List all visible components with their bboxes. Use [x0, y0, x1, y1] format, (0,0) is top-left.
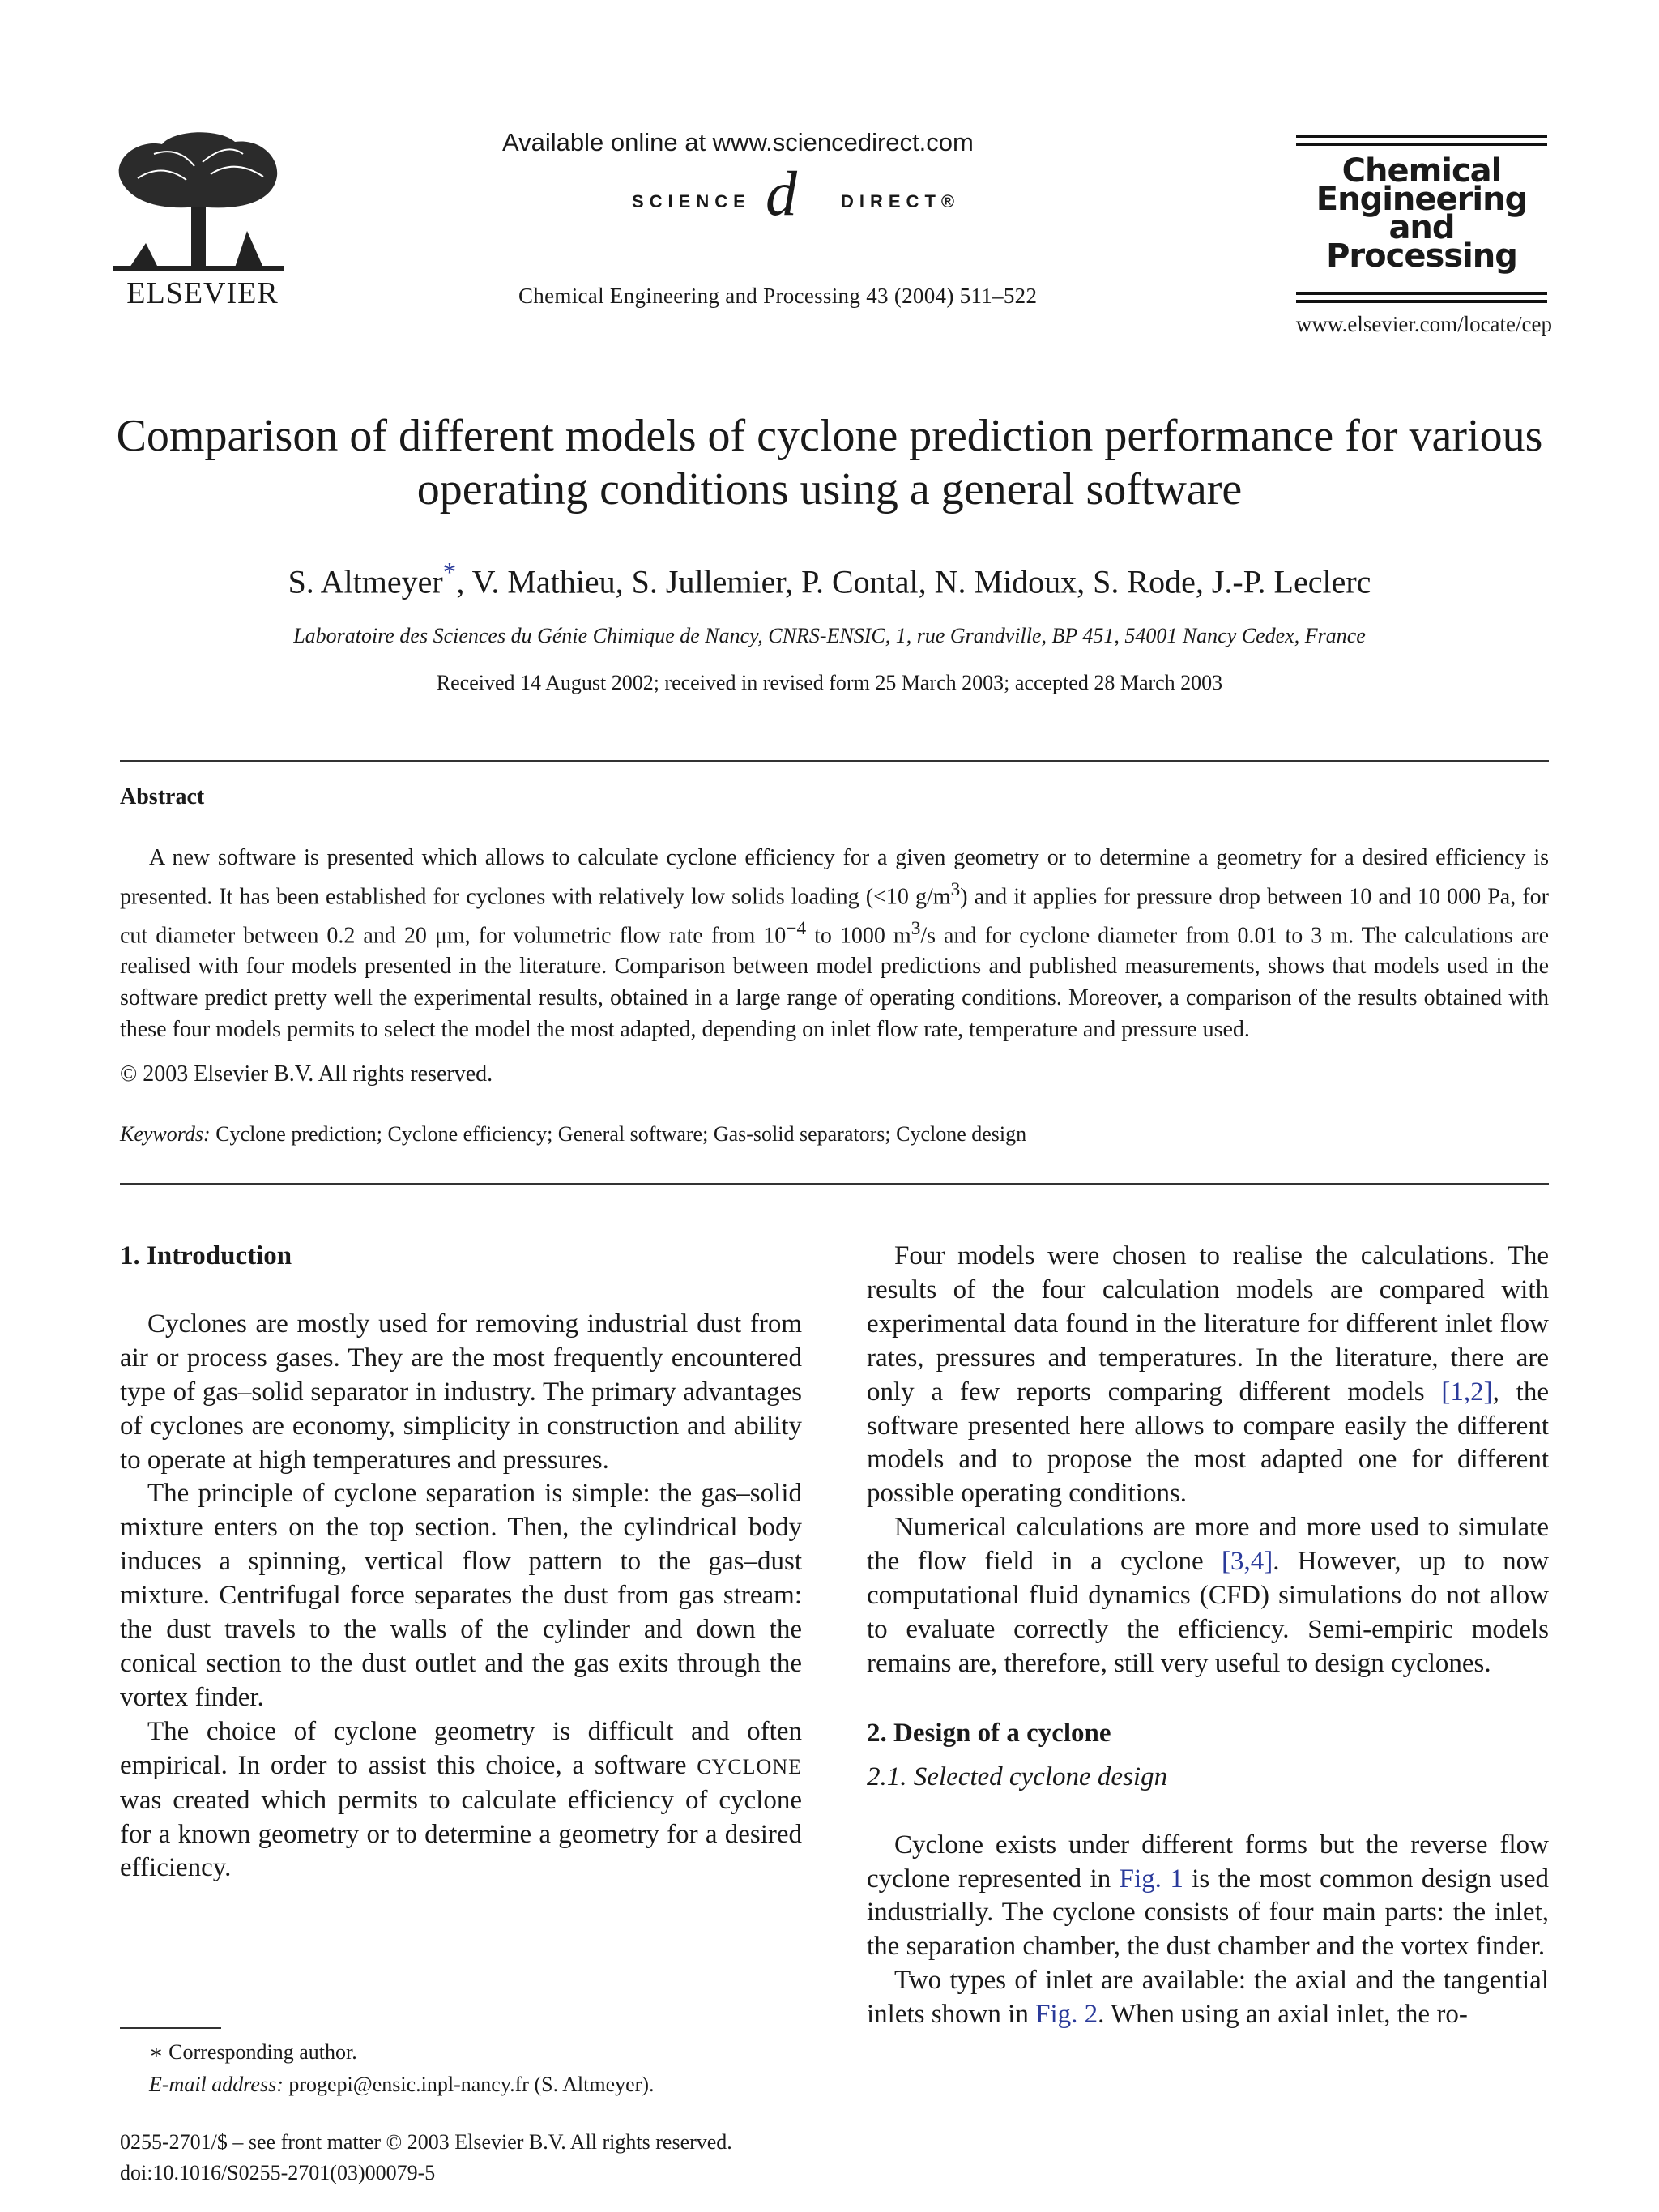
journal-url-link[interactable]: www.elsevier.com/locate/cep: [1295, 312, 1552, 336]
paragraph: The principle of cyclone separation is simple: the gas–solid mixture enters on the top section. Then, the cylindrical body induces a spinning, vertical flow pattern to the gas–dust mixture. Centrifugal force separates the dust from gas stream: the dust travels to the walls of the cylinder and down the conical section to the dust outlet and the gas exits through the vortex finder.: [120, 1479, 802, 1712]
available-online-text: Available online at www.sciencedirect.com: [502, 128, 974, 156]
footnote-text: Corresponding author.: [163, 2040, 357, 2064]
front-matter-line: 0255-2701/$ – see front matter © 2003 Elsevier B.V. All rights reserved.: [120, 2130, 732, 2154]
abstract-text: /s and for cyclone diameter from 0.01 to 3 m. The calculations are realised with four models presented in the literature. Comparison between model predictions and published measurements, shows that models used in the software predict pretty well the experimental results, obtained in a large range of operating conditions. Moreover, a comparison of the results obtained with these four models permits to select the model the most adapted, depending on inlet flow rate, temperature and pressure used.: [120, 922, 1550, 1042]
paragraph-text: . When using an axial inlet, the ro-: [1098, 2000, 1468, 2030]
email-label: E-mail address:: [149, 2073, 284, 2096]
abstract-copyright: © 2003 Elsevier B.V. All rights reserved.: [120, 1061, 493, 1087]
footnote-divider: [120, 2027, 221, 2029]
footnote-corresponding: [120, 2036, 655, 2069]
divider: [120, 760, 1549, 762]
software-name: CYCLONE: [697, 1754, 802, 1779]
received-dates: Received 14 August 2002; received in revised form 25 March 2003; accepted 28 March 2003: [436, 671, 1223, 694]
publisher-wordmark: ELSEVIER: [126, 276, 279, 310]
paragraph-text: . However, up to now computational fluid dynamics (CFD) simulations do not allow to evaluate correctly the efficiency. Semi-empiric models remains are, therefore, still very useful to design cyclones.: [867, 1547, 1550, 1678]
keywords-label: Keywords:: [120, 1122, 211, 1146]
keywords: [120, 1122, 1549, 1147]
figure-link[interactable]: Fig. 1: [1119, 1864, 1183, 1894]
sciencedirect-logo: [632, 158, 1004, 237]
journal-logo-line: Chemical: [1341, 152, 1502, 190]
paragraph-text: Two types of inlet are available: the axial and the tangential inlets shown in: [867, 1966, 1549, 2030]
journal-reference: Chemical Engineering and Processing 43 (2004) 511–522: [518, 284, 1038, 308]
journal-logo-title: [1296, 152, 1547, 275]
figure-link[interactable]: Fig. 2: [1035, 2000, 1098, 2030]
abstract-text: ) and it applies for pressure drop between 10 and 10 000 Pa, for cut diameter between 0.2 and 20 μm, for volumetric flow rate from 10: [120, 883, 1549, 948]
author-rest: , V. Mathieu, S. Jullemier, P. Contal, N. Midoux, S. Rode, J.-P. Leclerc: [456, 563, 1371, 600]
author-first: S. Altmeyer: [288, 563, 443, 600]
section-heading-introduction: 1. Introduction: [120, 1241, 292, 1270]
author-list: [81, 557, 1578, 600]
footnote-mark: ∗: [149, 2040, 164, 2064]
paragraph: Cyclones are mostly used for removing industrial dust from air or process gases. They are the most frequently encountered type of gas–solid separator in industry. The primary advantages of cyclones are economy, simplicity in construction and ability to operate at high temperatures and pressures.: [120, 1309, 802, 1475]
paper-title: Comparison of different models of cyclone prediction performance for various operating conditions using a general software: [116, 411, 1543, 515]
elsevier-tree-icon: [113, 130, 284, 274]
paragraph-text: Cyclone exists under different forms but the reverse flow cyclone represented in: [867, 1830, 1549, 1894]
superscript: 3: [950, 878, 961, 900]
paragraph: [867, 1829, 1549, 1965]
corresponding-author-link[interactable]: *: [442, 557, 457, 587]
paragraph: [120, 1715, 802, 1886]
paragraph-text: was created which permits to calculate efficiency of cyclone for a known geometry or to determine a geometry for a desired efficiency.: [120, 1785, 802, 1883]
right-column: [867, 1240, 1549, 2032]
superscript: −4: [786, 917, 807, 939]
keywords-text: Cyclone prediction; Cyclone efficiency; General software; Gas-solid separators; Cyclone design: [210, 1122, 1027, 1146]
paragraph: [867, 1240, 1549, 1511]
citation-link[interactable]: [3,4]: [1221, 1547, 1273, 1577]
journal-logo-line: Engineering: [1316, 181, 1528, 218]
sd-science-text: SCIENCE: [632, 191, 751, 211]
paragraph-text: , the software presented here allows to compare easily the different models and to propose the most adapted one for different possible operating conditions.: [867, 1377, 1549, 1509]
left-column: [120, 1240, 802, 1885]
sd-direct-text: DIRECT®: [841, 191, 961, 211]
doi-link[interactable]: doi:10.1016/S0255-2701(03)00079-5: [120, 2161, 436, 2184]
front-matter: [120, 2127, 732, 2189]
elsevier-logo: [113, 130, 292, 308]
paragraph-text: Numerical calculations are more and more used to simulate the flow field in a cyclone: [867, 1513, 1549, 1577]
abstract-body: [120, 843, 1549, 1045]
footnote: [120, 2036, 655, 2101]
journal-logo-line: Processing: [1326, 237, 1517, 275]
paragraph-text: Four models were chosen to realise the calculations. The results of the four calculation models are compared with experimental data found in the literature for different inlet flow rates, pressures and temperatures. In the literature, there are only a few reports comparing different models: [867, 1241, 1549, 1407]
paragraph-text: The choice of cyclone geometry is difficult and often empirical. In order to assist this choice, a software: [120, 1716, 802, 1780]
paragraph: [867, 1511, 1549, 1681]
subsection-heading: 2.1. Selected cyclone design: [867, 1761, 1168, 1791]
paragraph: [867, 1964, 1549, 2032]
email-address: progepi@ensic.inpl-nancy.fr (S. Altmeyer).: [283, 2073, 655, 2096]
abstract-text: to 1000 m: [806, 922, 911, 948]
divider: [120, 1183, 1549, 1185]
journal-logo-line: and: [1388, 209, 1455, 246]
section-heading-design: 2. Design of a cyclone: [867, 1718, 1111, 1748]
abstract-heading: Abstract: [120, 784, 205, 809]
superscript: 3: [911, 917, 921, 939]
paragraph-text: is the most common design used industrially. The cyclone consists of four main parts: the inlet, the separation chamber, the dust chamber and the vortex finder.: [867, 1864, 1549, 1962]
citation-link[interactable]: [1,2]: [1441, 1377, 1493, 1407]
affiliation: Laboratoire des Sciences du Génie Chimique de Nancy, CNRS-ENSIC, 1, rue Grandville, BP 451, 54001 Nancy Cedex, France: [293, 624, 1366, 647]
sd-at-icon: d: [766, 158, 797, 228]
journal-logo: [1296, 135, 1547, 308]
abstract-text: A new software is presented which allows to calculate cyclone efficiency for a given geometry or to determine a geometry for a desired efficiency is presented. It has been established for cyclones with relatively low solids loading (<10 g/m: [120, 845, 1549, 909]
footnote-email: [120, 2069, 655, 2101]
